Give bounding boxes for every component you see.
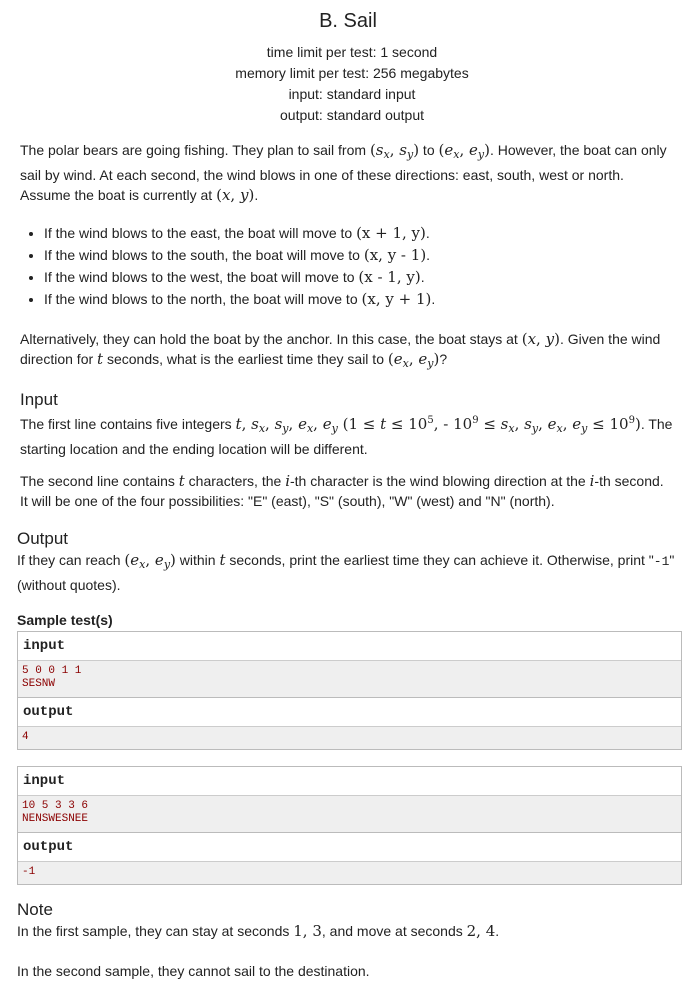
input-paragraph-1: The first line contains five integers t, $s_x$, $s_y$, $e_x$, $e_y$ ($1 \le t \le 10^5$, - $10^9 \le s_x$, $s_y$, $e_x$, $e_y \le 10^9$). The starting location and the ending location will be different.: [20, 415, 673, 457]
note-heading: Note: [17, 900, 53, 919]
statement-paragraph-2: Alternatively, they can hold the boat by the anchor. In this case, the boat stays at (x, y). Given the wind direction for t seconds, what is the earliest time they sail to ($e_x$, $e_y$)?: [20, 330, 661, 370]
time-limit: time limit per test: 1 second: [266, 44, 438, 60]
statement-paragraph-1: The polar bears are going fishing. They plan to sail from ($s_x$, $s_y$) to ($e_x$, $e_y$). However, the boat can only sail by wind. At each second, the wind blows in one of these directions: east, south, west or north. Assume the boat is currently at (x, y).: [20, 141, 667, 204]
sample-input-title: input: [18, 767, 681, 796]
memory-limit: memory limit per test: 256 megabytes: [235, 65, 469, 81]
sample-tests-label: Sample test(s): [17, 612, 113, 628]
input-heading: Input: [20, 390, 58, 409]
list-item: • If the wind blows to the south, the boat will move to (x, y - 1).: [44, 244, 684, 266]
list-item: • If the wind blows to the west, the boat will move to (x - 1, y).: [44, 266, 684, 288]
sample-test-2: [17, 766, 682, 885]
sample-output-content[interactable]: 4: [18, 727, 681, 749]
input-paragraph-2: The second line contains t characters, the i-th character is the wind blowing direction at the i-th second. It will be one of the four possibilities: "E" (east), "S" (south), "W" (west) and "N" (north).: [20, 472, 664, 509]
sample-input-content[interactable]: 10 5 3 3 6 NENSWESNEE: [18, 796, 681, 833]
sample-input-content[interactable]: 5 0 0 1 1 SESNW: [18, 661, 681, 698]
list-item: • If the wind blows to the north, the boat will move to (x, y + 1).: [44, 288, 684, 310]
output-heading: Output: [17, 529, 69, 548]
note-paragraph-2: In the second sample, they cannot sail to the destination.: [17, 963, 370, 979]
sample-output-title: output: [18, 698, 681, 727]
sample-output-title: output: [18, 833, 681, 862]
output-paragraph: If they can reach ($e_x$, $e_y$) within t seconds, print the earliest time they can achieve it. Otherwise, print "-1" (without quotes).: [17, 551, 675, 593]
list-item: • If the wind blows to the east, the boat will move to (x + 1, y).: [44, 222, 684, 244]
sample-test-1: [17, 631, 682, 750]
note-paragraph-1: In the first sample, they can stay at seconds 1, 3, and move at seconds 2, 4.: [17, 922, 500, 940]
input-source: input: standard input: [288, 86, 416, 102]
sample-input-title: input: [18, 632, 681, 661]
sample-output-content[interactable]: -1: [18, 862, 681, 884]
output-source: output: standard output: [280, 107, 424, 123]
wind-direction-list: [20, 222, 684, 310]
problem-title: B. Sail: [319, 10, 377, 32]
